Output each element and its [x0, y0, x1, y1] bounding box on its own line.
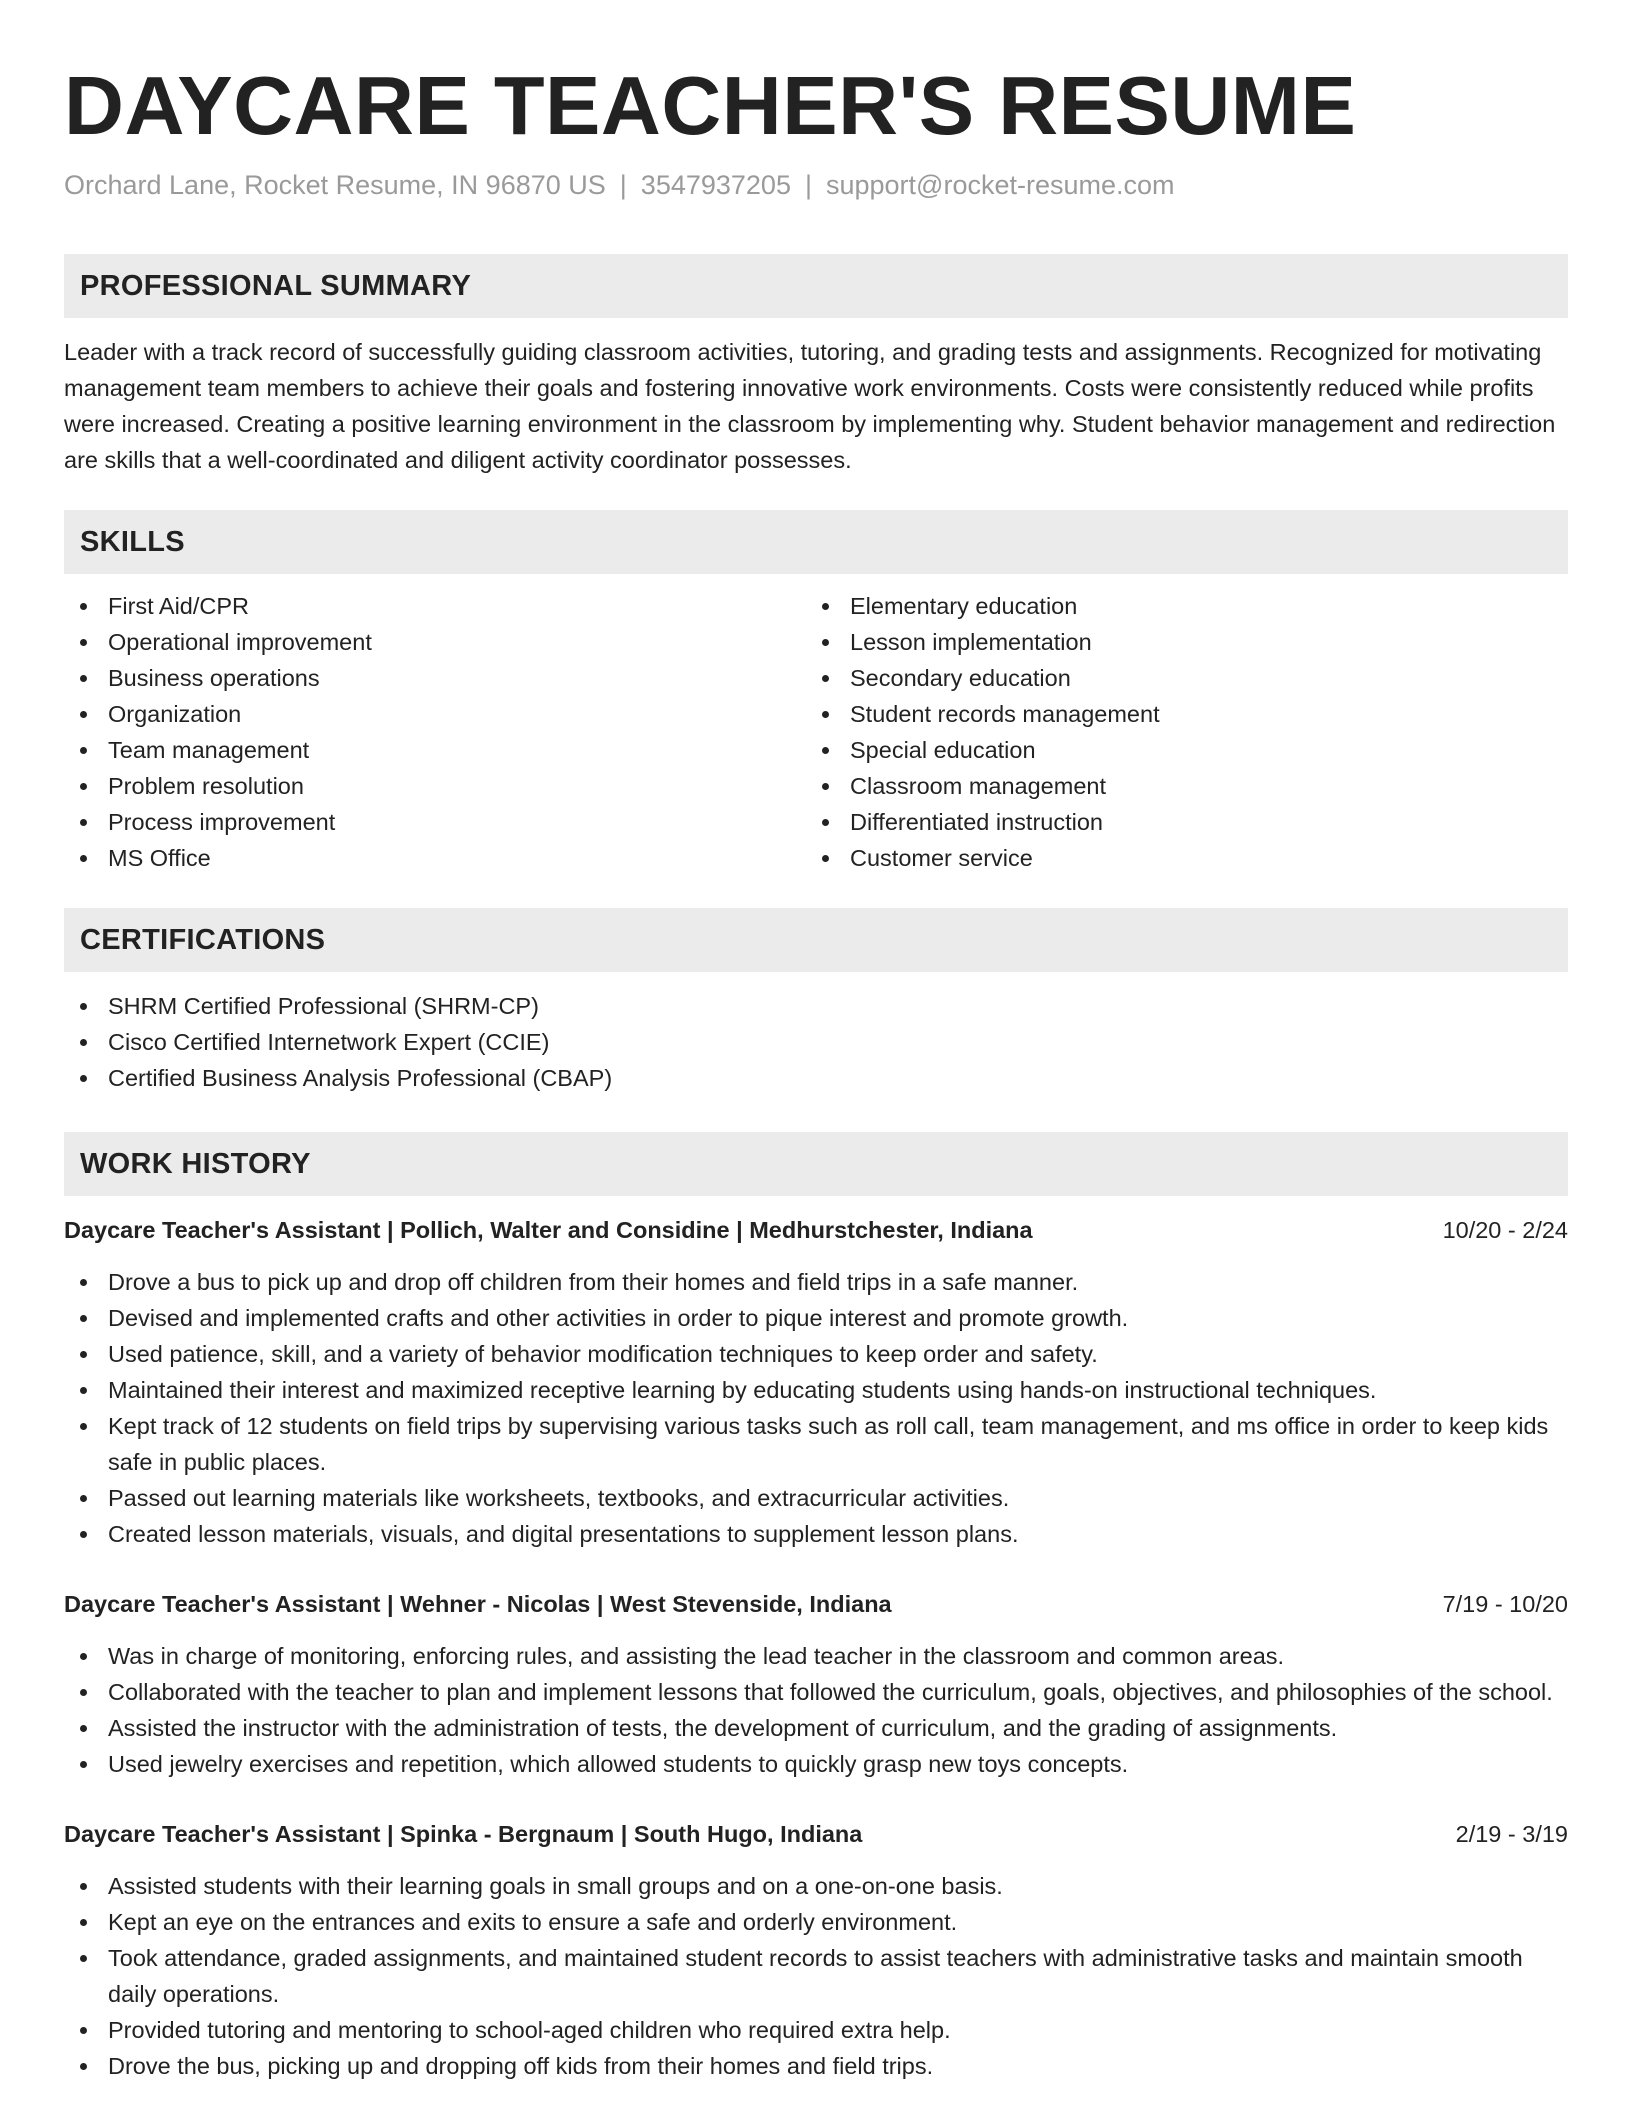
job-duty-item: Assisted the instructor with the administration of tests, the development of curriculum, and the grading of assignments. [64, 1710, 1568, 1746]
job-dates: 2/19 - 3/19 [1455, 1821, 1568, 1847]
certification-item: Cisco Certified Internetwork Expert (CCIE) [64, 1024, 1568, 1060]
job-duty-item: Used jewelry exercises and repetition, which allowed students to quickly grasp new toys concepts. [64, 1746, 1568, 1782]
skill-item: Business operations [64, 660, 806, 696]
job-header [64, 1818, 1568, 1850]
job-duty-item: Maintained their interest and maximized receptive learning by educating students using hands-on instructional techniques. [64, 1372, 1568, 1408]
job-duties [64, 1264, 1568, 1552]
resume-page [64, 0, 1568, 2084]
summary-text: Leader with a track record of successfully guiding classroom activities, tutoring, and grading tests and assignments. Recognized for motivating management team members to achieve their goals and fostering innovative work environments. Costs were consistently reduced while profits were increased. Creating a positive learning environment in the classroom by implementing why. Student behavior management and redirection are skills that a well-coordinated and diligent activity coordinator possesses. [64, 339, 1556, 473]
job-duty-item: Assisted students with their learning goals in small groups and on a one-on-one basis. [64, 1868, 1568, 1904]
skill-item: Process improvement [64, 804, 806, 840]
skill-item: Problem resolution [64, 768, 806, 804]
skill-item: MS Office [64, 840, 806, 876]
job-duty-item: Drove the bus, picking up and dropping off kids from their homes and field trips. [64, 2048, 1568, 2084]
job-duty-item: Took attendance, graded assignments, and maintained student records to assist teachers with administrative tasks and maintain smooth daily operations. [64, 1940, 1568, 2012]
job-title: Daycare Teacher's Assistant | Wehner - Nicolas | West Stevenside, Indiana [64, 1591, 892, 1617]
job-duty-item: Passed out learning materials like worksheets, textbooks, and extracurricular activities. [64, 1480, 1568, 1516]
skills-column-left [64, 588, 806, 876]
skills-column-right [806, 588, 1548, 876]
job-entry [64, 1818, 1568, 2084]
certification-item: SHRM Certified Professional (SHRM-CP) [64, 988, 1568, 1024]
contact-email: support@rocket-resume.com [825, 170, 1175, 200]
job-duty-item: Kept an eye on the entrances and exits to ensure a safe and orderly environment. [64, 1904, 1568, 1940]
job-title: Daycare Teacher's Assistant | Pollich, Walter and Considine | Medhurstchester, Indiana [64, 1217, 1033, 1243]
contact-phone: 3547937205 [640, 170, 791, 200]
skill-item: Customer service [806, 840, 1548, 876]
skill-item: Classroom management [806, 768, 1548, 804]
skill-item: Team management [64, 732, 806, 768]
contact-separator: | [619, 170, 627, 200]
certifications-list [64, 988, 1568, 1096]
skills-heading: SKILLS [64, 510, 1568, 574]
skill-item: First Aid/CPR [64, 588, 806, 624]
job-duty-item: Was in charge of monitoring, enforcing rules, and assisting the lead teacher in the classroom and common areas. [64, 1638, 1568, 1674]
summary-heading: PROFESSIONAL SUMMARY [64, 254, 1568, 318]
skill-item: Elementary education [806, 588, 1548, 624]
job-duty-item: Provided tutoring and mentoring to school-aged children who required extra help. [64, 2012, 1568, 2048]
certifications-heading: CERTIFICATIONS [64, 908, 1568, 972]
job-title: Daycare Teacher's Assistant | Spinka - Bergnaum | South Hugo, Indiana [64, 1821, 863, 1847]
skill-item: Lesson implementation [806, 624, 1548, 660]
job-duty-item: Devised and implemented crafts and other activities in order to pique interest and promote growth. [64, 1300, 1568, 1336]
job-duties [64, 1868, 1568, 2084]
contact-line [64, 168, 1568, 202]
skill-item: Student records management [806, 696, 1548, 732]
job-dates: 10/20 - 2/24 [1442, 1217, 1568, 1243]
skill-item: Differentiated instruction [806, 804, 1548, 840]
resume-title: DAYCARE TEACHER'S RESUME [64, 59, 1357, 152]
skill-item: Operational improvement [64, 624, 806, 660]
job-duty-item: Created lesson materials, visuals, and digital presentations to supplement lesson plans. [64, 1516, 1568, 1552]
certification-item: Certified Business Analysis Professional (CBAP) [64, 1060, 1568, 1096]
job-duty-item: Used patience, skill, and a variety of behavior modification techniques to keep order and safety. [64, 1336, 1568, 1372]
job-header [64, 1588, 1568, 1620]
skills-list [64, 588, 1568, 876]
job-duty-item: Collaborated with the teacher to plan and implement lessons that followed the curriculum, goals, objectives, and philosophies of the school. [64, 1674, 1568, 1710]
contact-address: Orchard Lane, Rocket Resume, IN 96870 US [64, 170, 606, 200]
skill-item: Special education [806, 732, 1548, 768]
job-duty-item: Drove a bus to pick up and drop off children from their homes and field trips in a safe manner. [64, 1264, 1568, 1300]
contact-separator: | [804, 170, 812, 200]
skill-item: Secondary education [806, 660, 1548, 696]
skill-item: Organization [64, 696, 806, 732]
job-duty-item: Kept track of 12 students on field trips by supervising various tasks such as roll call, team management, and ms office in order to keep kids safe in public places. [64, 1408, 1568, 1480]
job-dates: 7/19 - 10/20 [1442, 1591, 1568, 1617]
work-history-heading: WORK HISTORY [64, 1132, 1568, 1196]
job-entry [64, 1588, 1568, 1782]
job-entry [64, 1214, 1568, 1552]
job-duties [64, 1638, 1568, 1782]
job-header [64, 1214, 1568, 1246]
